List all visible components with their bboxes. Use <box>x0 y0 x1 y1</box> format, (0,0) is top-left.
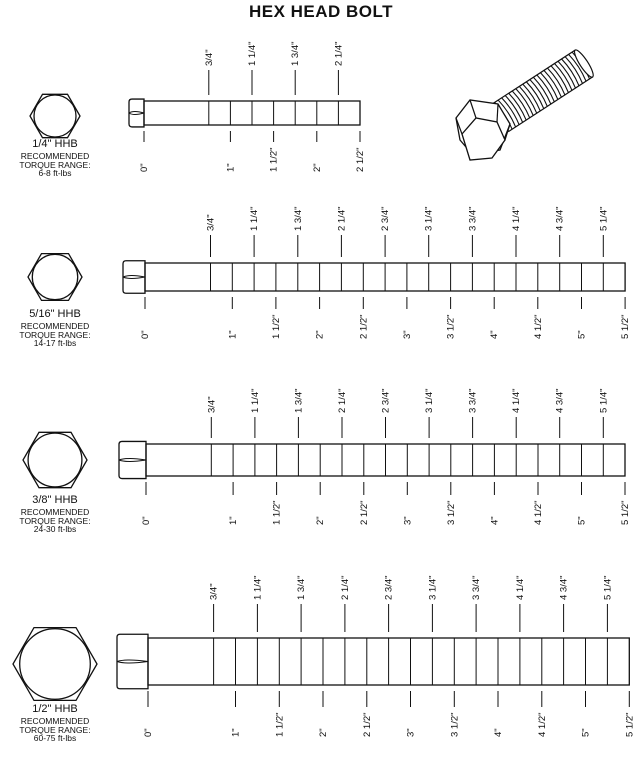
torque-value: 14-17 ft-lbs <box>33 338 77 348</box>
thread-line <box>523 83 542 111</box>
top-tick-label: 3 1/4" <box>427 575 439 600</box>
torque-title: TORQUE RANGE: <box>19 515 91 526</box>
bottom-tick-label: 3" <box>402 516 414 525</box>
bottom-tick-label: 5" <box>576 330 588 339</box>
head-facet-line <box>119 459 146 462</box>
bottom-tick-label: 4" <box>489 330 501 339</box>
torque-label: RECOMMENDED <box>20 321 90 331</box>
bolt-size: 3/8" HHB <box>32 494 78 506</box>
thread-line <box>516 88 535 116</box>
hex-head-end-view <box>23 432 87 487</box>
bottom-tick-label: 0" <box>140 330 151 339</box>
head-facet-line <box>129 112 144 115</box>
bolt-illustration <box>456 48 596 160</box>
bottom-tick-label: 2 1/2" <box>355 147 366 172</box>
top-tick-label: 1 3/4" <box>296 575 308 600</box>
torque-value: 60-75 ft-lbs <box>33 733 77 743</box>
top-tick-label: 2 1/4" <box>339 575 351 600</box>
top-tick-label: 3 3/4" <box>467 388 479 413</box>
bottom-tick-label: 1" <box>228 516 240 525</box>
bottom-tick-label: 1 1/2" <box>268 147 280 172</box>
thread-line <box>555 63 574 91</box>
bottom-tick-label: 3 1/2" <box>445 500 457 525</box>
top-tick-label: 2 1/4" <box>337 388 348 413</box>
bottom-tick-label: 2" <box>318 728 329 737</box>
bottom-tick-label: 1" <box>227 330 239 339</box>
top-tick-label: 3 3/4" <box>467 206 479 231</box>
top-tick-label: 2 3/4" <box>383 575 395 600</box>
bottom-tick-label: 4 1/2" <box>533 500 544 525</box>
top-tick-label: 3 1/4" <box>424 388 436 413</box>
top-tick-label: 4 1/4" <box>514 575 526 600</box>
torque-label: RECOMMENDED <box>20 151 90 161</box>
top-tick-label: 1 3/4" <box>293 388 305 413</box>
bottom-tick-label: 5" <box>576 516 588 525</box>
bottom-tick-label: 5 1/2" <box>620 500 631 525</box>
thread-line <box>544 70 563 98</box>
bottom-tick-label: 2" <box>314 330 326 339</box>
thread-line <box>509 92 528 120</box>
top-tick-label: 5 1/4" <box>602 575 614 600</box>
thread-line <box>505 95 524 123</box>
top-tick-label: 2 1/4" <box>336 206 348 231</box>
top-tick-label: 1 1/4" <box>249 388 261 413</box>
bottom-tick-label: 3" <box>405 728 417 737</box>
thread-line <box>558 60 577 88</box>
top-tick-label: 4 1/4" <box>511 206 522 231</box>
washer-face-circle <box>28 433 82 487</box>
thread-line <box>562 58 581 86</box>
top-tick-label: 4 3/4" <box>558 575 570 600</box>
thread-line <box>526 81 545 109</box>
top-tick-label: 2 1/4" <box>333 41 345 66</box>
bottom-tick-label: 2 1/2" <box>361 712 373 737</box>
bottom-tick-label: 4" <box>493 728 504 737</box>
top-tick-label: 4 1/4" <box>511 388 523 413</box>
hex-head-end-view <box>30 94 80 137</box>
bottom-tick-label: 3 1/2" <box>449 712 461 737</box>
bottom-tick-label: 0" <box>143 728 154 737</box>
top-tick-label: 3/4" <box>208 583 220 600</box>
bottom-tick-label: 4" <box>489 516 501 525</box>
hex-head-side-view <box>119 441 146 478</box>
bottom-tick-label: 2 1/2" <box>358 314 370 339</box>
hex-head-end-view <box>13 628 97 701</box>
bottom-tick-label: 4 1/2" <box>536 712 548 737</box>
bottom-tick-label: 3" <box>401 330 413 339</box>
top-tick-label: 1 1/4" <box>247 41 258 66</box>
bottom-tick-label: 2 1/2" <box>358 500 370 525</box>
bottom-tick-label: 4 1/2" <box>532 314 544 339</box>
bottom-tick-label: 1" <box>225 163 237 172</box>
bottom-tick-label: 5" <box>580 728 592 737</box>
bottom-tick-label: 1" <box>230 728 242 737</box>
hex-head-side-view <box>123 261 145 293</box>
hex-head-side-view <box>129 99 144 127</box>
bolt-size: 1/4" HHB <box>32 138 78 150</box>
washer-face-circle <box>20 629 91 700</box>
torque-value: 24-30 ft-lbs <box>33 524 77 534</box>
bottom-tick-label: 2" <box>315 516 327 525</box>
thread-line <box>512 90 531 118</box>
hex-head-3d <box>456 100 510 160</box>
washer-face-circle <box>34 95 76 137</box>
hex-head-end-view <box>28 254 82 301</box>
thread-line <box>519 86 538 114</box>
bottom-tick-label: 2" <box>311 163 323 172</box>
thread-line <box>537 74 556 102</box>
top-tick-label: 4 3/4" <box>554 206 566 231</box>
top-tick-label: 3/4" <box>205 214 217 231</box>
bolt-label-five-sixteenths <box>0 309 110 348</box>
top-tick-label: 5 1/4" <box>598 206 610 231</box>
top-tick-label: 2 3/4" <box>380 388 392 413</box>
top-tick-label: 1 3/4" <box>290 41 302 66</box>
bottom-tick-label: 1 1/2" <box>274 712 286 737</box>
top-tick-label: 1 1/4" <box>252 575 264 600</box>
head-facet-line <box>123 276 145 279</box>
bolt-size: 1/2" HHB <box>32 703 78 715</box>
thread-line <box>540 72 559 100</box>
torque-value: 6-8 ft-lbs <box>38 168 72 178</box>
top-tick-label: 1 1/4" <box>249 206 261 231</box>
bottom-tick-label: 5 1/2" <box>624 712 636 737</box>
top-tick-label: 2 3/4" <box>380 206 392 231</box>
torque-title: TORQUE RANGE: <box>19 329 91 340</box>
bolt-row <box>23 388 631 525</box>
bottom-tick-label: 0" <box>141 516 152 525</box>
torque-title: TORQUE RANGE: <box>19 724 91 735</box>
thread-line <box>533 76 552 104</box>
thread-line <box>530 79 549 107</box>
top-tick-label: 3/4" <box>203 49 215 66</box>
thread-line <box>547 67 566 95</box>
top-tick-label: 3 3/4" <box>471 575 483 600</box>
top-tick-label: 3/4" <box>206 396 218 413</box>
bottom-tick-label: 0" <box>139 163 150 172</box>
top-tick-label: 3 1/4" <box>423 206 435 231</box>
top-tick-label: 5 1/4" <box>598 388 610 413</box>
torque-label: RECOMMENDED <box>20 507 90 517</box>
bottom-tick-label: 5 1/2" <box>620 314 632 339</box>
top-tick-label: 1 3/4" <box>292 206 304 231</box>
head-facet-line <box>117 660 148 663</box>
hex-head-side-view <box>117 634 148 689</box>
torque-label: RECOMMENDED <box>20 716 90 726</box>
bolt-size: 5/16" HHB <box>29 308 81 320</box>
thread-line <box>551 65 570 93</box>
bottom-tick-label: 1 1/2" <box>270 314 282 339</box>
torque-title: TORQUE RANGE: <box>19 159 91 170</box>
bottom-tick-label: 1 1/2" <box>271 500 283 525</box>
bolt-label-quarter <box>0 139 110 178</box>
bolt-label-three-eighths <box>0 495 110 534</box>
bolt-label-half <box>0 704 110 743</box>
page-title: HEX HEAD BOLT <box>248 2 394 21</box>
bolt-row <box>28 206 631 339</box>
top-tick-label: 4 3/4" <box>554 388 566 413</box>
washer-face-circle <box>32 254 77 299</box>
bottom-tick-label: 3 1/2" <box>445 314 457 339</box>
